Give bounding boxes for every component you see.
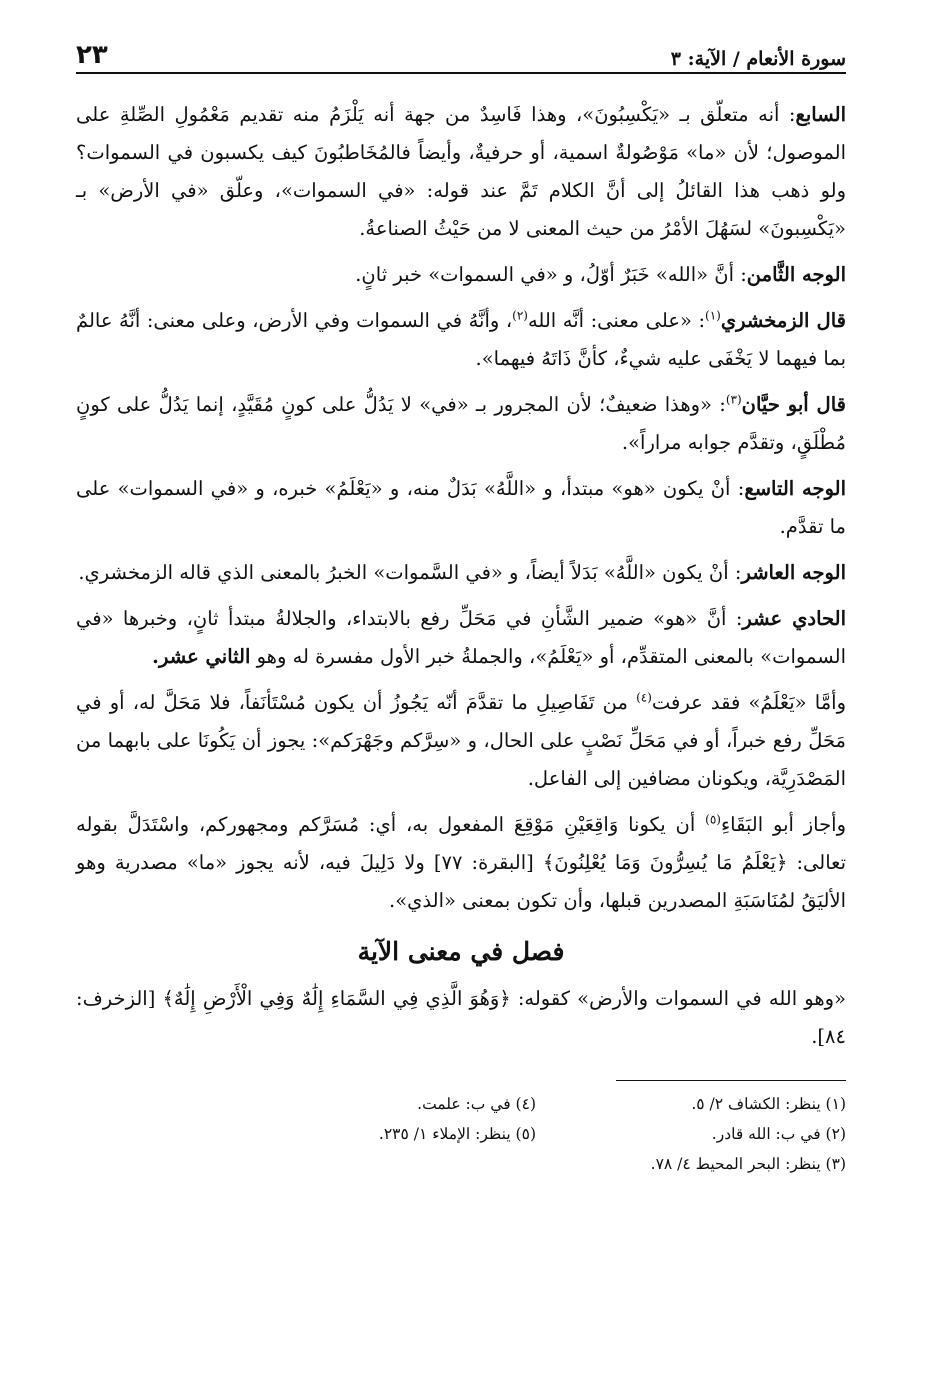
paragraph-text: وأجاز أبو البَقَاءِ xyxy=(720,813,846,836)
footnote-item: (٥) ينظر: الإملاء ١/ ٢٣٥. xyxy=(378,1125,536,1143)
paragraph-abu-hayyan xyxy=(76,386,846,462)
paragraph-text: وأمَّا «يَعْلَمُ» فقد عرفت xyxy=(651,691,846,714)
page xyxy=(76,30,846,1177)
running-header xyxy=(76,30,846,74)
paragraph-tail: الثاني عشر. xyxy=(152,645,251,668)
main-text xyxy=(76,96,846,1056)
paragraph-text: أن يكونا وَاقِعَيْنِ مَوْقِعَ المفعول به، أي: مُسَرَّكم ومجهوركم، واسْتَدَلَّ بقوله تعالى: ﴿يَعْلَمُ مَا يُسِرُّونَ وَمَا يُعْلِنُونَ﴾ [البقرة: ٧٧] ولا دَلِيلَ فيه، لأنه يجوز «ما» مصدرية وهو الأليَقُ لمُنَاسَبَةِ المصدرين قبلها، وأن تكون بمعنى «الذي». xyxy=(76,813,846,912)
paragraph-lead: الوجه العاشر xyxy=(741,561,846,584)
paragraph-lead: السابع xyxy=(795,103,846,126)
paragraph-text: : أنَّ «هو» ضمير الشَّأنِ في مَحَلِّ رفع بالابتداء، والجلالةُ مبتدأ ثانٍ، وخبرها «في السموات» بالمعنى المتقدِّم، أو «يَعْلَمُ»، والجملةُ خبر الأول مفسرة له وهو xyxy=(76,607,846,668)
paragraph-lead: قال الزمخشري xyxy=(720,309,846,332)
footnote-item: (٢) في ب: الله قادر. xyxy=(711,1125,846,1143)
paragraph-text: : أنْ يكون «اللَّهُ» بَدَلاً أيضاً، و «في السَّموات» الخبرُ بالمعنى الذي قاله الزمخشري. xyxy=(78,561,742,584)
footnotes xyxy=(226,1091,846,1177)
paragraph-eleventh xyxy=(76,600,846,676)
paragraph-text: ، وأنَّهُ في السموات وفي الأرض، وعلى معنى: أنَّهُ عالمٌ بما فيهما لا يَخْفَى عليه شيءٌ، كأنَّ ذَاتَهُ فيهما». xyxy=(76,309,846,370)
paragraph-text: : «على معنى: أنَّه الله xyxy=(527,309,706,332)
paragraph-yalam xyxy=(76,684,846,798)
section-paragraph: «وهو الله في السموات والأرض» كقوله: ﴿وَهُوَ الَّذِي فِي السَّمَاءِ إِلَٰهٌ وَفِي الْأَرْضِ إِلَٰهٌ﴾ [الزخرف: ٨٤]. xyxy=(76,987,846,1048)
paragraph-lead: الحادي عشر xyxy=(742,607,846,630)
footnote-ref[interactable]: (٣) xyxy=(725,392,742,407)
paragraph-text: : أنه متعلّق بـ «يَكْسِبُونَ»، وهذا فَاسِدٌ من جهة أنه يَلْزَمُ منه تقديم مَعْمُولِ الصِّلةِ على الموصول؛ لأن «ما» مَوْصُولةٌ اسمية، أو حرفيةٌ، وأيضاً فالمُخَاطبُونَ كيف يكسبون في السموات؟ ولو ذهب هذا القائلُ إلى أنَّ الكلام تَمَّ عند قوله: «في السموات»، وعلّق «في الأرض» بـ «يَكْسِبونَ» لسَهُلَ الأمْرُ من حيث المعنى لا من حَيْثُ الصناعةُ. xyxy=(76,103,846,240)
footnote-item: (٤) في ب: علمت. xyxy=(417,1095,536,1113)
paragraph-text: : أنْ يكون «هو» مبتدأ، و «اللَّهُ» بَدَلٌ منه، و «يَعْلَمُ» خبره، و «في السموات» على ما تقدَّم. xyxy=(76,477,846,538)
footnote-ref[interactable]: (٢) xyxy=(512,308,528,323)
paragraph-eighth xyxy=(76,256,846,294)
paragraph-zamakhshari xyxy=(76,302,846,378)
footnote-item: (١) ينظر: الكشاف ٢/ ٥. xyxy=(691,1095,846,1113)
paragraph-text: : أنَّ «الله» خَبَرٌ أوّلُ، و «في السموات» خبر ثانٍ. xyxy=(355,263,747,286)
paragraph-lead: الوجه الثَّامن xyxy=(746,263,846,286)
paragraph-lead: الوجه التاسع xyxy=(744,477,846,500)
paragraph-text: من تَفَاصِيلِ ما تقدَّمَ أنّه يَجُوزُ أن يكون مُسْتَأنَفاً، فلا مَحَلَّ له، أو في مَحَلِّ رفع خبراً، أو في مَحَلِّ نَصْبٍ على الحال، و «سِرَّكم وجَهْرَكم»: يجوز أن يَكُونَا على بابهما من المَصْدَرِيَّة، ويكونان مضافين إلى الفاعل. xyxy=(76,691,846,790)
footnote-ref[interactable]: (٥) xyxy=(705,812,721,827)
footnote-ref[interactable]: (١) xyxy=(705,308,721,323)
paragraph-lead: قال أبو حيَّان xyxy=(741,393,846,416)
section-heading: فصل في معنى الآية xyxy=(357,937,565,966)
paragraph-text: : «وهذا ضعيفٌ؛ لأن المجرور بـ «في» لا يَدُلُّ على كونٍ مُقَيَّدٍ، إنما يَدُلُّ على كونٍ مُطْلَقٍ، وتقدَّم جوابه مراراً». xyxy=(76,393,846,454)
footnote-divider xyxy=(616,1080,846,1081)
paragraph-ninth xyxy=(76,470,846,546)
footnote-ref[interactable]: (٤) xyxy=(636,690,652,705)
paragraph-abu-albaqa xyxy=(76,806,846,920)
running-title: سورة الأنعام / الآية: ٣ xyxy=(670,48,846,70)
paragraph-tenth xyxy=(76,554,846,592)
footnote-item: (٣) ينظر: البحر المحيط ٤/ ٧٨. xyxy=(650,1155,846,1173)
paragraph-seventh xyxy=(76,96,846,248)
page-number: ٢٣ xyxy=(76,40,108,70)
